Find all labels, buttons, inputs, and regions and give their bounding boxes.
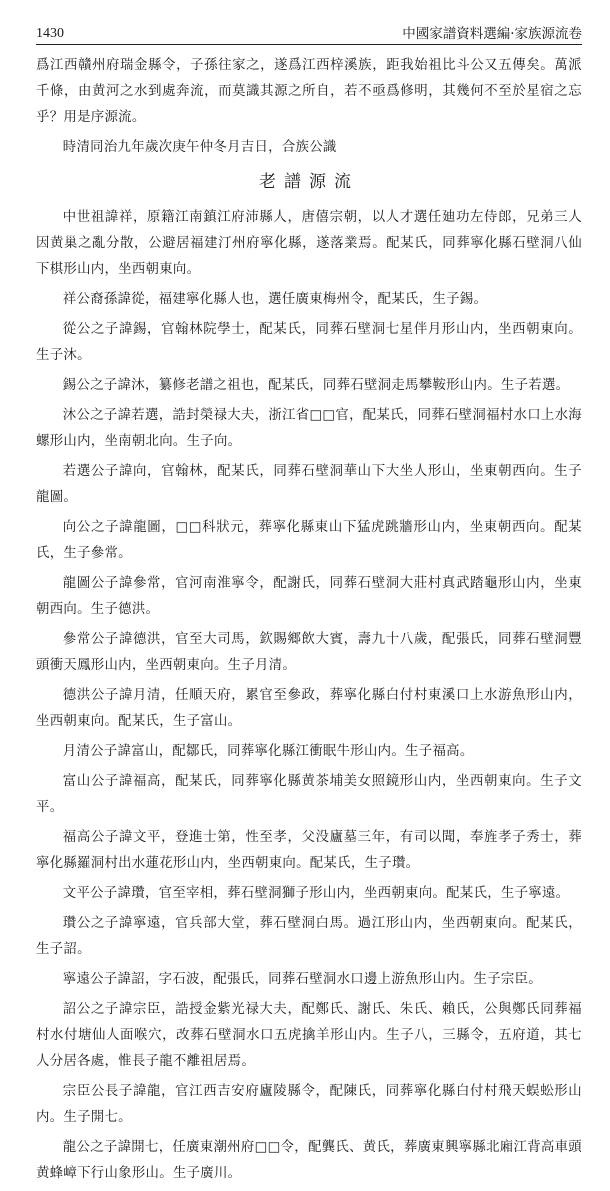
genealogy-entry: 月清公子諱富山，配鄒氏，同葬寧化縣江衝眠牛形山内。生子福高。 — [62, 744, 474, 759]
genealogy-entry: 宗臣公長子諱龍，官江西吉安府廬陵縣令，配陳氏，同葬寧化縣白付村飛天蜈蚣形山内。生子開七。 — [36, 1084, 582, 1125]
genealogy-entry: 龍公之子諱開七，任廣東潮州府□□令，配龔氏、黄氏，葬廣東興寧縣北廂江背高車頭黄蜂嶂下行山象形山。生子廣川。 — [36, 1140, 582, 1181]
genealogy-entry: 向公之子諱龍圖，□□科狀元，葬寧化縣東山下猛虎跳牆形山内，坐東朝西向。配某氏，生子參常。 — [36, 520, 582, 561]
genealogy-entry: 祥公裔孫諱從，福建寧化縣人也，選任廣東梅州令，配某氏，生子錫。 — [62, 292, 488, 307]
genealogy-entry: 文平公子諱瓚，官至宰相，葬石壁洞獅子形山内，坐西朝東向。配某氏，生子寧遠。 — [62, 886, 570, 901]
genealogy-entry: 德洪公子諱月清，任順天府，累官至參政，葬寧化縣白付村東溪口上水游魚形山内，坐西朝東向。配某氏，生子富山。 — [36, 688, 582, 729]
genealogy-entry: 瓚公之子諱寧遠，官兵部大堂，葬石壁洞白馬。過江形山内，坐西朝東向。配某氏，生子詔。 — [36, 916, 582, 957]
genealogy-entry: 錫公之子諱沐，纂修老譜之祖也，配某氏，同葬石壁洞走馬攀鞍形山内。生子若選。 — [62, 378, 570, 393]
genealogy-entry: 參常公子諱德洪，官至大司馬，欽賜鄉飲大賓，壽九十八歲，配張氏，同葬石壁洞豐頭衝天鳳形山内，坐西朝東向。生子月清。 — [36, 632, 582, 673]
genealogy-entry: 龍圖公子諱參常，官河南淮寧令，配謝氏，同葬石壁洞大莊村真武踏龜形山内，坐東朝西向。生子德洪。 — [36, 576, 582, 617]
book-title: 中國家譜資料選編·家族源流卷 — [402, 26, 582, 42]
genealogy-entry: 中世祖諱祥，原籍江南鎮江府沛縣人，唐僖宗朝，以人才選任廸功左侍郎，兄弟三人因黄巢之亂分散，公避居福建汀州府寧化縣，遂落業焉。配某氏，同葬寧化縣石壁洞八仙下棋形山内，坐西朝東向。 — [36, 210, 582, 277]
genealogy-entry: 寧遠公子諱詔，字石波，配張氏，同葬石壁洞水口邊上游魚形山内。生子宗臣。 — [62, 972, 542, 987]
paragraph-continuation: 爲江西贛州府瑞金縣令，子孫往家之，遂爲江西梓溪族，距我始祖比斗公又五傳矣。萬派千條，由黄河之水到處奔流，而莫識其源之所自，若不亟爲修明，其幾何不至於星宿之忘乎？用是序源流。 — [36, 58, 582, 125]
genealogy-entry: 富山公子諱福高，配某氏，同葬寧化縣黄茶埔美女照鏡形山内，坐西朝東向。生子文平。 — [36, 774, 582, 815]
page-body — [36, 53, 582, 1191]
genealogy-entry: 福高公子諱文平，登進士第，性至孝，父没廬墓三年，有司以聞，奉旌孝子秀士，葬寧化縣羅洞村出水蓮花形山内，坐西朝東向。配某氏，生子瓚。 — [36, 830, 582, 871]
genealogy-entry: 若選公子諱向，官翰林，配某氏，同葬石壁洞華山下大坐人形山，坐東朝西向。生子龍圖。 — [36, 464, 582, 505]
preface-signature: 時清同治九年歲次庚午仲冬月吉日，合族公識 — [62, 140, 337, 155]
genealogy-entry: 從公之子諱錫，官翰林院學士，配某氏，同葬石壁洞七星伴月形山内，坐西朝東向。生子沐。 — [36, 322, 582, 363]
section-title: 老譜源流 — [259, 172, 359, 192]
running-header — [36, 18, 582, 45]
genealogy-entry: 詔公之子諱宗臣，誥授金紫光禄大夫，配鄭氏、謝氏、朱氏、賴氏，公與鄭氏同葬福村水付塘仙人面喉穴，改葬石壁洞水口五虎擒羊形山内。生子八，三縣令，五府道，其七人分居各處，惟長子龍不離祖居焉。 — [36, 1002, 582, 1069]
page-number: 1430 — [36, 26, 64, 41]
genealogy-entry: 沐公之子諱若選，誥封榮禄大夫，浙江省□□官，配某氏，同葬石壁洞福村水口上水海螺形山内，坐南朝北向。生子向。 — [36, 408, 582, 449]
